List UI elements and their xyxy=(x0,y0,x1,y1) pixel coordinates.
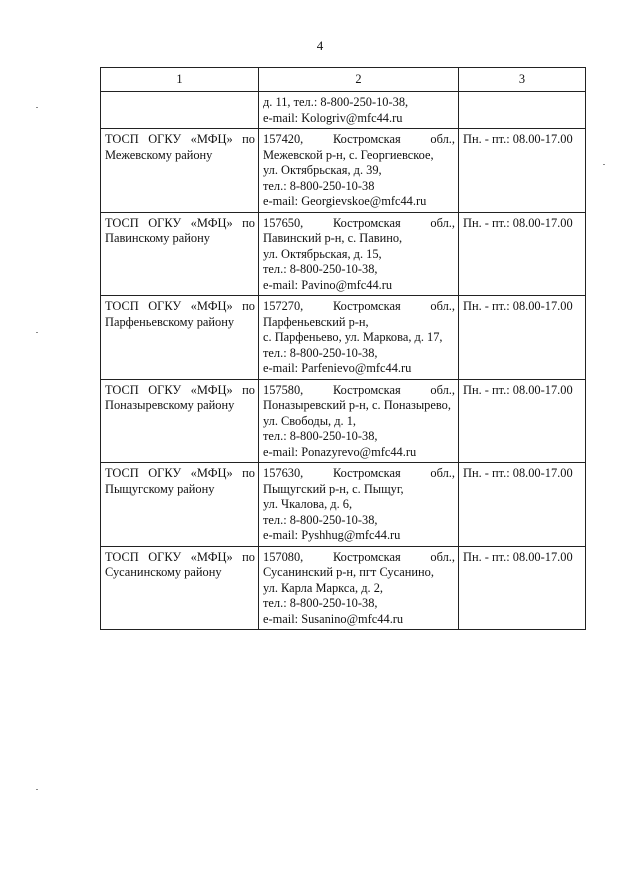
offices-table xyxy=(100,67,586,630)
table-row xyxy=(101,379,586,463)
address-cell xyxy=(259,546,459,630)
address-cell xyxy=(259,129,459,213)
hours-text: Пн. - пт.: 08.00-17.00 xyxy=(463,549,573,564)
office-word: ТОСП xyxy=(105,549,139,564)
address-word: 157580, xyxy=(263,382,304,397)
office-word: ТОСП xyxy=(105,215,139,230)
office-word: ОГКУ xyxy=(148,132,182,146)
address-cell xyxy=(259,379,459,463)
address-line xyxy=(263,216,455,232)
address-word: обл., xyxy=(430,132,455,146)
office-cell xyxy=(101,463,259,547)
hours-text: Пн. - пт.: 08.00-17.00 xyxy=(463,132,573,146)
address-word: Костромская xyxy=(332,132,401,146)
office-word: ОГКУ xyxy=(148,466,182,480)
address-line xyxy=(263,132,455,148)
office-name-line: Межевскому району xyxy=(105,147,213,162)
office-cell xyxy=(101,92,259,129)
office-word: «МФЦ» xyxy=(190,132,233,146)
column-header-1: 1 xyxy=(101,68,259,92)
office-word: по xyxy=(242,466,255,480)
address-line: ул. Октябрьская, д. 39, xyxy=(263,163,382,177)
address-line: тел.: 8-800-250-10-38, xyxy=(263,262,378,276)
office-word: ОГКУ xyxy=(148,215,182,230)
office-name-line: Парфеньевскому району xyxy=(105,314,235,329)
hours-text: Пн. - пт.: 08.00-17.00 xyxy=(463,215,573,230)
hours-cell xyxy=(459,546,586,630)
address-line: e-mail: Pyshhug@mfc44.ru xyxy=(263,528,401,542)
office-word: ТОСП xyxy=(105,132,139,146)
address-line: e-mail: Susanino@mfc44.ru xyxy=(263,611,404,626)
scan-speck xyxy=(603,164,605,165)
continuation-row xyxy=(101,92,586,129)
hours-cell xyxy=(459,463,586,547)
hours-cell xyxy=(459,92,586,129)
address-line: с. Парфеньево, ул. Маркова, д. 17, xyxy=(263,330,443,344)
address-cell xyxy=(259,92,459,129)
table-row xyxy=(101,546,586,630)
scan-speck xyxy=(36,332,38,333)
address-line xyxy=(263,383,455,399)
address-word: обл., xyxy=(430,215,455,230)
address-line: e-mail: Parfenievo@mfc44.ru xyxy=(263,361,412,375)
address-word: Костромская xyxy=(332,549,401,564)
address-line: ул. Свободы, д. 1, xyxy=(263,413,357,428)
column-header-2: 2 xyxy=(259,68,459,92)
address-line: e-mail: Ponazyrevo@mfc44.ru xyxy=(263,444,417,459)
office-name-line: Поназыревскому району xyxy=(105,398,235,412)
address-line: Пыщугский р-н, с. Пыщуг, xyxy=(263,481,404,496)
office-cell xyxy=(101,212,259,296)
address-line: ул. Карла Маркса, д. 2, xyxy=(263,580,384,595)
address-line: тел.: 8-800-250-10-38, xyxy=(263,345,378,360)
address-word: обл., xyxy=(430,549,455,564)
office-word: ОГКУ xyxy=(148,549,182,564)
office-name-line: Пыщугскому району xyxy=(105,481,215,496)
office-word: ТОСП xyxy=(105,299,139,313)
office-name-line xyxy=(105,383,255,399)
office-word: «МФЦ» xyxy=(190,466,233,480)
hours-cell xyxy=(459,379,586,463)
address-line: Павинский р-н, с. Павино, xyxy=(263,231,403,245)
address-cell xyxy=(259,212,459,296)
hours-cell xyxy=(459,296,586,380)
address-word: Костромская xyxy=(332,382,401,397)
office-name-line xyxy=(105,466,255,482)
address-line xyxy=(263,550,455,566)
hours-text: Пн. - пт.: 08.00-17.00 xyxy=(463,466,573,480)
hours-cell xyxy=(459,212,586,296)
office-cell xyxy=(101,296,259,380)
address-line: тел.: 8-800-250-10-38, xyxy=(263,512,378,527)
address-word: 157650, xyxy=(263,215,304,230)
office-word: ОГКУ xyxy=(148,299,182,313)
address-line: д. 11, тел.: 8-800-250-10-38, xyxy=(263,95,409,109)
office-word: по xyxy=(242,549,255,564)
hours-text: Пн. - пт.: 08.00-17.00 xyxy=(463,299,573,313)
office-name-line xyxy=(105,216,255,232)
address-line xyxy=(263,466,455,482)
address-line xyxy=(263,299,455,315)
address-word: Костромская xyxy=(332,466,401,480)
office-word: «МФЦ» xyxy=(190,549,233,564)
address-word: 157420, xyxy=(263,132,304,146)
address-line: e-mail: Kologriv@mfc44.ru xyxy=(263,110,403,125)
column-header-3: 3 xyxy=(459,68,586,92)
office-word: ОГКУ xyxy=(148,382,182,397)
table-header-row xyxy=(101,68,586,92)
address-word: Костромская xyxy=(332,215,401,230)
office-name-line xyxy=(105,299,255,315)
office-word: «МФЦ» xyxy=(190,382,233,397)
address-line: Межевской р-н, с. Георгиевское, xyxy=(263,147,434,162)
address-line: e-mail: Georgievskoe@mfc44.ru xyxy=(263,194,427,208)
scan-speck xyxy=(36,789,38,790)
address-line: e-mail: Pavino@mfc44.ru xyxy=(263,277,393,292)
office-word: «МФЦ» xyxy=(190,215,233,230)
table-row xyxy=(101,129,586,213)
office-name-line xyxy=(105,132,255,148)
scan-speck xyxy=(36,107,38,108)
address-line: тел.: 8-800-250-10-38, xyxy=(263,429,378,443)
address-word: 157080, xyxy=(263,549,304,564)
address-line: Парфеньевский р-н, xyxy=(263,314,369,329)
office-name-line: Павинскому району xyxy=(105,231,210,245)
office-word: по xyxy=(242,299,255,313)
office-word: ТОСП xyxy=(105,466,139,480)
address-line: ул. Октябрьская, д. 15, xyxy=(263,246,382,261)
office-cell xyxy=(101,546,259,630)
office-cell xyxy=(101,129,259,213)
address-word: обл., xyxy=(430,299,455,313)
office-word: по xyxy=(242,132,255,146)
table-row xyxy=(101,212,586,296)
address-word: обл., xyxy=(430,382,455,397)
office-word: «МФЦ» xyxy=(190,299,233,313)
office-word: по xyxy=(242,382,255,397)
address-line: тел.: 8-800-250-10-38, xyxy=(263,596,378,610)
address-cell xyxy=(259,463,459,547)
office-cell xyxy=(101,379,259,463)
hours-cell xyxy=(459,129,586,213)
address-line: Сусанинский р-н, пгт Сусанино, xyxy=(263,565,434,579)
address-cell xyxy=(259,296,459,380)
address-line: Поназыревский р-н, с. Поназырево, xyxy=(263,398,451,412)
address-word: 157630, xyxy=(263,466,304,480)
table-row xyxy=(101,296,586,380)
hours-text: Пн. - пт.: 08.00-17.00 xyxy=(463,382,573,397)
address-word: 157270, xyxy=(263,299,304,313)
table-row xyxy=(101,463,586,547)
office-word: по xyxy=(242,215,255,230)
office-word: ТОСП xyxy=(105,382,139,397)
office-name-line xyxy=(105,550,255,566)
office-name-line: Сусанинскому району xyxy=(105,565,222,579)
address-line: тел.: 8-800-250-10-38 xyxy=(263,178,375,193)
address-line: ул. Чкалова, д. 6, xyxy=(263,497,353,511)
address-word: Костромская xyxy=(332,299,401,313)
address-word: обл., xyxy=(430,466,455,480)
page-number: 4 xyxy=(316,38,324,53)
